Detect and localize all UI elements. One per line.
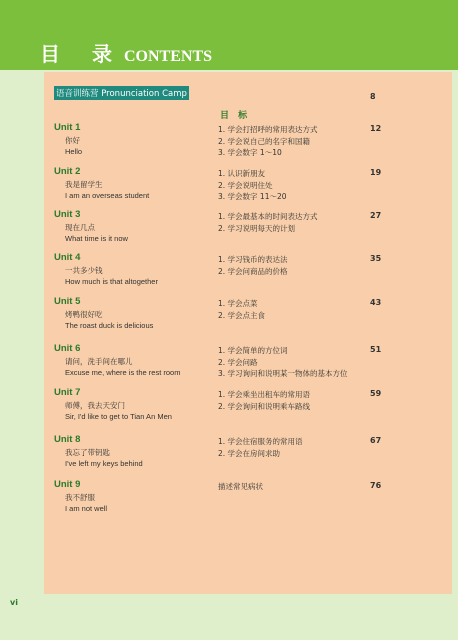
unit-objective: 2. 学会询问和说明乘车路线 — [218, 401, 311, 411]
unit-entry[interactable] — [54, 252, 449, 298]
unit-entry[interactable] — [54, 387, 449, 433]
unit-label: Unit 4 — [54, 252, 81, 263]
unit-page-number: 67 — [370, 436, 382, 445]
unit-label: Unit 7 — [54, 387, 81, 398]
unit-chinese-title: 我忘了带钥匙 — [65, 448, 110, 457]
unit-objective: 3. 学会数字 1～10 — [218, 148, 282, 157]
unit-entry[interactable] — [54, 343, 449, 389]
unit-english-title: What time is it now — [65, 234, 128, 243]
unit-label: Unit 1 — [54, 122, 81, 133]
goals-heading: 目 标 — [220, 111, 251, 121]
unit-english-title: I've left my keys behind — [65, 459, 143, 468]
title-en: CONTENTS — [124, 48, 213, 65]
unit-page-number: 35 — [370, 254, 382, 263]
unit-entry[interactable] — [54, 209, 449, 255]
unit-chinese-title: 现在几点 — [65, 223, 95, 232]
unit-objective: 2. 学会问商品的价格 — [218, 266, 288, 276]
header-bar — [0, 0, 458, 70]
unit-page-number: 12 — [370, 124, 382, 133]
unit-objective: 2. 学习说明每天的计划 — [218, 223, 296, 233]
unit-label: Unit 6 — [54, 343, 81, 354]
unit-page-number: 51 — [370, 345, 382, 354]
unit-objective: 1. 学会最基本的时间表达方式 — [218, 212, 318, 221]
unit-objective: 2. 学会说自己的名字和国籍 — [218, 136, 311, 146]
unit-entry[interactable] — [54, 434, 449, 480]
unit-objective: 1. 学习钱币的表达法 — [218, 255, 288, 264]
unit-label: Unit 2 — [54, 166, 81, 177]
unit-chinese-title: 师傅，我去天安门 — [65, 401, 125, 410]
pronunciation-camp-link[interactable]: 语音训练营 Pronunciation Camp — [54, 86, 189, 100]
unit-entry[interactable] — [54, 166, 449, 212]
unit-label: Unit 8 — [54, 434, 81, 445]
unit-page-number: 27 — [370, 211, 382, 220]
unit-objective: 3. 学会数字 11～20 — [218, 192, 287, 201]
unit-page-number: 43 — [370, 298, 382, 307]
unit-objective: 2. 学会说明住处 — [218, 180, 273, 190]
unit-objective: 1. 学会简单的方位词 — [218, 346, 288, 355]
unit-chinese-title: 一共多少钱 — [65, 266, 103, 275]
unit-objective: 3. 学习询问和说明某一物体的基本方位 — [218, 369, 348, 378]
unit-page-number: 59 — [370, 389, 382, 398]
unit-objective: 2. 学会问路 — [218, 357, 258, 367]
unit-label: Unit 3 — [54, 209, 81, 220]
page-number: vi — [10, 598, 18, 607]
unit-objective: 1. 认识新朋友 — [218, 169, 266, 178]
unit-chinese-title: 烤鸭很好吃 — [65, 310, 103, 319]
unit-page-number: 19 — [370, 168, 382, 177]
unit-english-title: I am an overseas student — [65, 191, 150, 200]
unit-english-title: Sir, I'd like to get to Tian An Men — [65, 412, 172, 421]
unit-chinese-title: 请问，洗手间在哪儿 — [65, 357, 133, 366]
unit-english-title: Hello — [65, 147, 83, 156]
pronunciation-camp-page: 8 — [370, 92, 376, 101]
unit-english-title: The roast duck is delicious — [65, 321, 154, 330]
unit-chinese-title: 我不舒服 — [65, 493, 95, 502]
unit-chinese-title: 我是留学生 — [65, 180, 103, 189]
unit-english-title: How much is that altogether — [65, 277, 158, 286]
unit-entry[interactable] — [54, 296, 449, 342]
unit-objective: 2. 学会点主食 — [218, 310, 266, 320]
unit-page-number: 76 — [370, 481, 382, 490]
unit-label: Unit 5 — [54, 296, 81, 307]
unit-objective: 1. 学会乘坐出租车的常用语 — [218, 390, 311, 399]
unit-chinese-title: 你好 — [65, 136, 80, 145]
unit-objective: 1. 学会点菜 — [218, 299, 258, 308]
unit-english-title: I am not well — [65, 504, 108, 513]
unit-entry[interactable] — [54, 479, 449, 525]
footer-strip — [0, 596, 458, 640]
unit-objective: 1. 学会住宿服务的常用语 — [218, 437, 303, 446]
unit-objective: 1. 学会打招呼的常用表达方式 — [218, 125, 318, 134]
unit-label: Unit 9 — [54, 479, 81, 490]
page-title — [40, 38, 212, 67]
unit-objective: 描述常见病状 — [218, 482, 263, 491]
left-margin-strip — [0, 70, 40, 640]
unit-english-title: Excuse me, where is the rest room — [65, 368, 181, 377]
unit-objective: 2. 学会在房间求助 — [218, 448, 281, 458]
unit-entry[interactable] — [54, 122, 449, 168]
title-cn: 目 录 — [40, 42, 118, 66]
